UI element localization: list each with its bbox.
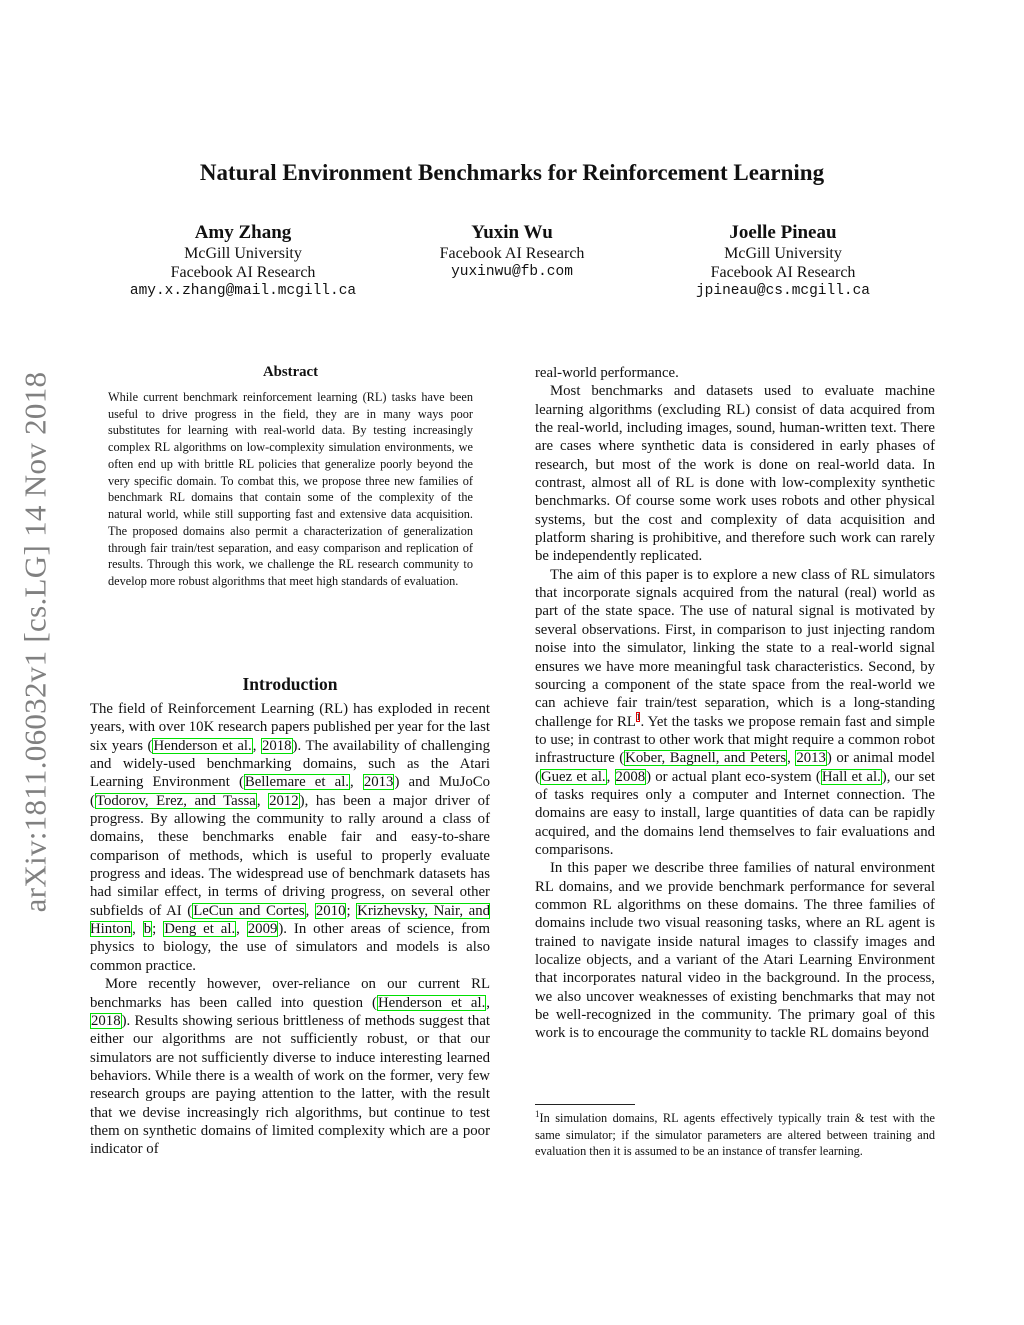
author-name: Amy Zhang [194,222,292,243]
author-name: Yuxin Wu [471,222,553,243]
citation-link[interactable]: 2009 [247,921,278,938]
footnote-mark: 1 [535,1108,540,1119]
footnote-divider [535,1104,635,1105]
citation-link[interactable]: 2008 [615,768,646,785]
paper-title: Natural Environment Benchmarks for Reinforcement Learning [199,160,825,185]
section-heading-introduction: Introduction [242,674,338,694]
author-affiliation: McGill University [184,245,302,262]
citation-link[interactable]: 2010 [315,902,346,919]
right-column [535,364,935,1043]
author-affiliation: Facebook AI Research [710,264,856,281]
citation-link[interactable]: Guez et al. [540,768,606,785]
citation-link[interactable]: Krizhevsky, Nair, and Hinton [90,902,491,938]
paragraph: The aim of this paper is to explore a new class of RL simulators that incorporate signals acquired from the natural (real) world as part of the state space. The use of natural signal is motivated by several observations. First, in comparison to just injecting random noise into the simulator, linking the state to a real-world signal ensures we have more meaningful task characteristics. Second, by sourcing a component of the state space from the real-world we can achieve fair train/test separation, which is a long-standing challenge for RL$^1$. Yet the tasks we propose remain fast and simple to use; in contrast to other work that might require a common robot infrastructure (Kober, Bagnell, and Peters, 2013) or animal model (Guez et al., 2008) or actual plant eco-system (Hall et al.), our set of tasks requires only a computer and Internet connection. The domains are easy to install, large quantities of data can be rapidly acquired, and the domains lend themselves to fair evaluations and comparisons. [535,566,935,858]
citation-link[interactable]: LeCun and Cortes [193,902,305,919]
author-block [623,222,943,301]
author-email[interactable]: jpineau@cs.mcgill.ca [695,283,871,299]
citation-link[interactable]: 2013 [796,750,826,767]
arxiv-stamp: arXiv:1811.06032v1 [cs.LG] 14 Nov 2018 [17,371,52,913]
footnote [535,1110,935,1160]
abstract-heading: Abstract [262,364,319,380]
abstract [108,364,473,590]
left-column [90,700,490,1159]
author-affiliation: McGill University [724,245,842,262]
citation-link[interactable]: 2018 [261,737,292,754]
citation-link[interactable]: 2018 [91,1012,121,1029]
citation-link[interactable]: b [143,921,152,938]
citation-link[interactable]: Hall et al. [821,768,881,785]
citation-link[interactable]: Bellemare et al. [244,774,350,791]
citation-link[interactable]: Henderson et al. [377,994,486,1011]
paragraph: Most benchmarks and datasets used to evaluate machine learning algorithms (excluding RL) consist of data acquired from the real-world, including images, sound, human-written text. There are cases where synthetic data is considered in early phases of research, but most of the work is done on real-world data. In contrast, almost all of RL is done with low-complexity synthetic benchmarks. Of course some work uses robots and other physical systems, but the cost and complexity of data acquisition and platform sharing is prohibitive, and therefore such work can rarely be independently replicated. [535,383,935,565]
author-email[interactable]: amy.x.zhang@mail.mcgill.ca [129,283,357,299]
citation-link[interactable]: Henderson et al. [153,737,252,754]
author-name: Joelle Pineau [729,222,837,243]
author-affiliation: Facebook AI Research [439,245,585,262]
footnote-text: In simulation domains, RL agents effectively typically train & test with the same simulator; if the simulator parameters are altered between training and evaluation then it is assumed to be an instance of transfer learning. [535,1111,935,1158]
citation-link[interactable]: 2012 [269,792,299,809]
author-email[interactable]: yuxinwu@fb.com [451,264,573,280]
author-affiliation: Facebook AI Research [170,264,316,281]
paragraph: More recently however, over-reliance on our current RL benchmarks has been called into question (Henderson et al., 2018). Results showing serious brittleness of methods suggest that either our algorithms are not sufficiently robust, or that our simulators are not sufficiently diverse to induce interesting learned behaviors. While there is a wealth of work on the former, very few research groups are paying attention to the latter, with the result that we devise increasingly rich algorithms, but continue to test them on synthetic domains of limited complexity which are a poor indicator of [90,976,490,1158]
citation-link[interactable]: Deng et al. [164,921,236,938]
paragraph: In this paper we describe three families of natural environment RL domains, and we provide benchmark performance for several common RL algorithms on these domains. The three families of domains include two visual reasoning tasks, where an RL agent is trained to navigate inside natural images to classify images and localize objects, and a variant of the Atari Learning Environment that incorporates natural video in the background. In the process, we also uncover weaknesses of existing benchmarks that may not be well-recognized in the community. The primary goal of this work is to encourage the community to tackle RL domains beyond [535,860,935,1042]
citation-link[interactable]: Todorov, Erez, and Tassa [95,792,256,809]
citation-link[interactable]: Kober, Bagnell, and Peters [625,750,787,767]
paragraph: The field of Reinforcement Learning (RL) has exploded in recent years, with over 10K research papers published per year for the last six years (Henderson et al., 2018). The availability of challenging and widely-used benchmarking domains, such as the Atari Learning Environment (Bellemare et al., 2013) and MuJoCo (Todorov, Erez, and Tassa, 2012), has been a major driver of progress. By allowing the community to rally around a class of domains, these benchmarks enable fair and easy-to-share comparison of methods, which is useful to properly evaluate progress and ideas. The widespread use of benchmark datasets has had similar effect, in terms of driving progress, on several other subfields of AI (LeCun and Cortes, 2010; Krizhevsky, Nair, and Hinton, b; Deng et al., 2009). In other areas of science, from physics to biology, the use of simulators and models is also common practice. [90,701,491,974]
footnote-link[interactable]: 1 [635,711,641,722]
paragraph: real-world performance. [535,365,679,381]
abstract-text: While current benchmark reinforcement learning (RL) tasks have been useful to drive progress in the field, they are in many ways poor substitutes for learning with real-world data. By testing increasingly complex RL algorithms on low-complexity simulation environments, we often end up with brittle RL policies that generalize poorly beyond the very specific domain. To combat this, we propose three new families of benchmark RL domains that contain some of the complexity of the natural world, while still supporting fast and extensive data acquisition. The proposed domains also permit a characterization of generalization through fair train/test separation, and easy comparison and replication of results. Through this work, we challenge the RL research community to develop more robust algorithms that meet high standards of evaluation. [108,389,473,588]
citation-link[interactable]: 2013 [363,774,394,791]
